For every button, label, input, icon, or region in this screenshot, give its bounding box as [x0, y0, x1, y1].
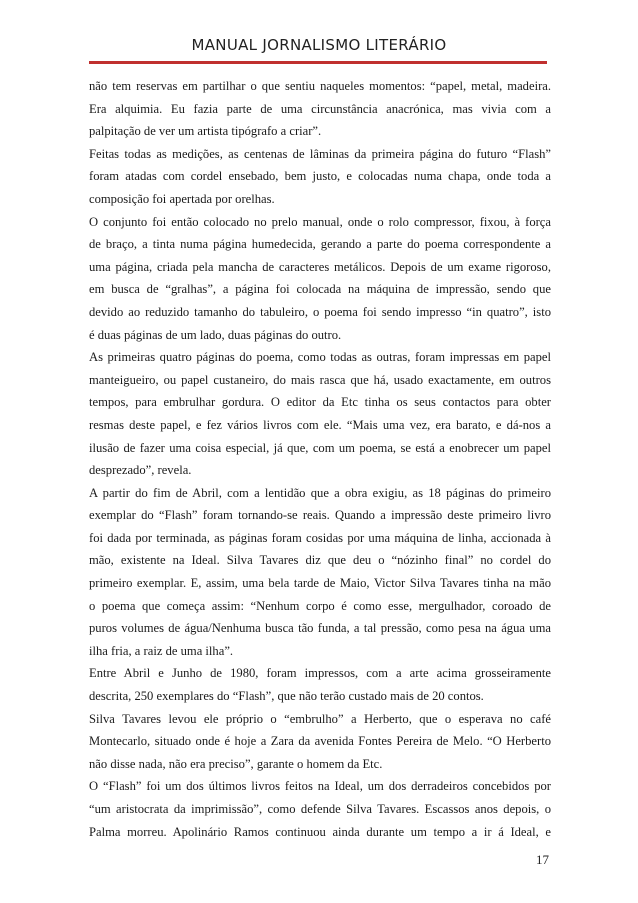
paragraph	[89, 775, 551, 843]
paragraph	[89, 211, 551, 347]
text-line: Silva Tavares levou ele próprio o “embrulho” a Herberto, que o esperava no café	[89, 711, 551, 726]
text-line: tempos, para embrulhar gordura. O editor da Etc tinha os seus contactos para obter	[89, 395, 551, 410]
paragraph	[89, 662, 551, 707]
text-line: exemplar do “Flash” foram tornando-se reais. Quando a impressão deste primeiro livro	[89, 508, 551, 523]
text-line: é duas páginas de um lado, duas páginas do outro.	[89, 327, 342, 342]
text-line: o poema que começa assim: “Nenhum corpo é como esse, mergulhador, coroado de	[89, 598, 551, 613]
text-line: foi dada por terminada, as páginas foram cosidas por uma máquina de linha, accionada à	[89, 530, 551, 545]
text-line: composição foi apertada por orelhas.	[89, 191, 275, 206]
body-text	[89, 75, 551, 843]
paragraph	[89, 482, 551, 663]
text-line: O conjunto foi então colocado no prelo manual, onde o rolo compressor, fixou, à força	[89, 214, 551, 229]
paragraph	[89, 346, 551, 482]
paragraph	[89, 708, 551, 776]
text-line: foram atadas com cordel ensebado, bem justo, e colocadas numa chapa, onde toda a	[89, 169, 551, 184]
text-line: Era alquimia. Eu fazia parte de uma circunstância anacrónica, mas vivia com a	[89, 101, 551, 116]
text-line: primeiro exemplar. E, assim, uma bela tarde de Maio, Victor Silva Tavares tinha na mão	[89, 576, 551, 591]
text-line: uma página, criada pela mancha de caracteres metálicos. Depois de um exame rigoroso,	[89, 259, 551, 274]
text-line: Palma morreu. Apolinário Ramos continuou ainda durante um tempo a ir á Ideal, e	[89, 824, 551, 839]
text-line: devido ao reduzido tamanho do tabuleiro, o poema foi sendo impresso “in quatro”, isto	[89, 304, 551, 319]
text-line: não disse nada, não era preciso”, garante o homem da Etc.	[89, 756, 383, 771]
text-line: ilusão de fazer uma coisa especial, já que, com um poema, se está a enobrecer um papel	[89, 440, 551, 455]
text-line: descrita, 250 exemplares do “Flash”, que não terão custado mais de 20 contos.	[89, 689, 484, 704]
running-header: MANUAL JORNALISMO LITERÁRIO	[191, 36, 447, 54]
text-line: ilha fria, a raiz de uma ilha”.	[89, 643, 234, 658]
text-line: de braço, a tinta numa página humedecida, gerando a parte do poema correspondente a	[89, 237, 551, 252]
text-line: em busca de “gralhas”, a página foi colocada na máquina de impressão, sendo que	[89, 282, 551, 297]
text-line: mão, existente na Ideal. Silva Tavares diz que deu o “nózinho final” no cordel do	[89, 553, 551, 568]
text-line: Feitas todas as medições, as centenas de lâminas da primeira página do futuro “Flash”	[89, 146, 551, 161]
text-line: não tem reservas em partilhar o que sentiu naqueles momentos: “papel, metal, madeira.	[89, 79, 551, 93]
text-line: puros volumes de água/Nenhuma busca tão funda, a tal pressão, como pesa na água uma	[89, 621, 551, 636]
text-line: palpitação de ver um artista tipógrafo a criar”.	[89, 124, 322, 139]
text-line: Entre Abril e Junho de 1980, foram impressos, com a arte acima grosseiramente	[89, 666, 551, 681]
paragraph	[89, 75, 551, 143]
page-number: 17	[536, 852, 549, 867]
text-line: resmas deste papel, e fez vários livros com ele. “Mais uma vez, era barato, e dá-nos a	[89, 417, 551, 432]
text-line: “um aristocrata da imprimissão”, como defende Silva Tavares. Escassos anos depois, o	[89, 802, 551, 816]
text-line: desprezado”, revela.	[89, 463, 192, 478]
text-line: A partir do fim de Abril, com a lentidão que a obra exigiu, as 18 páginas do primeiro	[89, 485, 551, 500]
text-line: As primeiras quatro páginas do poema, como todas as outras, foram impressas em papel	[89, 350, 551, 365]
text-line: manteigueiro, ou papel custaneiro, do mais rasca que há, usado exactamente, em outros	[89, 372, 551, 387]
text-line: O “Flash” foi um dos últimos livros feitos na Ideal, um dos derradeiros concebidos por	[89, 779, 551, 794]
header-rule	[89, 61, 547, 64]
text-line: Montecarlo, situado onde é hoje a Zara da avenida Fontes Pereira de Melo. “O Herberto	[89, 734, 551, 749]
paragraph	[89, 143, 551, 211]
